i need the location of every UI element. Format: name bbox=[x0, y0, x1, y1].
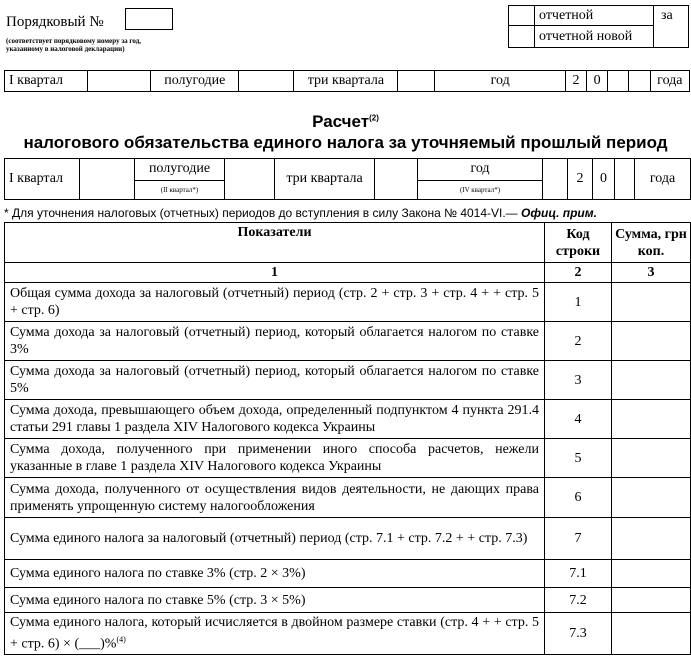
title-footnote-ref: (2) bbox=[369, 113, 379, 123]
row-label: Сумма единого налога за налоговый (отчетный) период (стр. 7.1 + стр. 7.2 + + стр. 7.3) bbox=[5, 518, 545, 560]
row-amount-input[interactable] bbox=[612, 560, 691, 588]
period-three-q-label: три квартала bbox=[294, 71, 398, 92]
serial-number-label: Порядковый № bbox=[6, 14, 104, 30]
table-row bbox=[5, 560, 691, 588]
year2-suffix bbox=[635, 159, 691, 200]
period2-half-label: полугодие bbox=[135, 159, 225, 181]
row-label: Сумма дохода, полученного при применении иного способа расчетов, нежели указанные в главе 1 раздела XIV Налогового кодекса Украины bbox=[5, 439, 545, 478]
row-code: 7.2 bbox=[545, 588, 612, 613]
table-row bbox=[5, 283, 691, 322]
year2-digit-1: 2 bbox=[568, 159, 593, 200]
report-type-checkbox-1[interactable] bbox=[508, 5, 535, 26]
table-row bbox=[5, 518, 691, 560]
row-amount-input[interactable] bbox=[612, 322, 691, 361]
row-code: 7.3 bbox=[545, 613, 612, 655]
footnote-emph: Офиц. прим. bbox=[521, 206, 597, 220]
period-half-checkbox[interactable] bbox=[239, 71, 294, 92]
period-row-1 bbox=[4, 70, 690, 92]
row-label: Сумма дохода за налоговый (отчетный) период, который облагается налогом по ставке 5% bbox=[5, 361, 545, 400]
report-type-label-2: отчетной новой bbox=[539, 29, 633, 44]
period-row-2 bbox=[4, 158, 691, 200]
row-label: Общая сумма дохода за налоговый (отчетный) период (стр. 2 + стр. 3 + стр. 4 + + стр. 5 + стр. 6) bbox=[5, 283, 545, 322]
period-q1-checkbox[interactable] bbox=[87, 71, 151, 92]
period-q1-label: I квартал bbox=[5, 71, 88, 92]
year2-suffix-text: года bbox=[649, 171, 676, 186]
row-code: 4 bbox=[545, 400, 612, 439]
report-type-cell-2 bbox=[534, 25, 654, 48]
year-digit-3[interactable] bbox=[608, 71, 629, 92]
row-amount-input[interactable] bbox=[612, 613, 691, 655]
table-row bbox=[5, 588, 691, 613]
year-digit-2: 0 bbox=[587, 71, 608, 92]
row-code: 7 bbox=[545, 518, 612, 560]
row-code: 7.1 bbox=[545, 560, 612, 588]
header-indicators: Показатели bbox=[5, 223, 545, 263]
row-label: Сумма дохода, полученного от осуществления видов деятельности, не дающих права применять упрощенную систему налогообложения bbox=[5, 478, 545, 518]
period2-half-checkbox[interactable] bbox=[225, 159, 275, 200]
row-label-text: Сумма единого налога, который исчисляется в двойном размере ставки (стр. 4 + + стр. 5 + стр. 6) × (___)% bbox=[10, 615, 539, 652]
year-suffix: года bbox=[650, 71, 689, 92]
row-amount-input[interactable] bbox=[612, 439, 691, 478]
col-number-2: 2 bbox=[545, 263, 612, 283]
period-half-label: полугодие bbox=[151, 71, 239, 92]
row-label: Сумма единого налога по ставке 3% (стр. 2 × 3%) bbox=[5, 560, 545, 588]
period2-q1-label: I квартал bbox=[5, 159, 80, 200]
period-year-label: год bbox=[435, 71, 565, 92]
row-amount-input[interactable] bbox=[612, 361, 691, 400]
row-amount-input[interactable] bbox=[612, 518, 691, 560]
col-number-1: 1 bbox=[5, 263, 545, 283]
header-amount: Сумма, грн коп. bbox=[612, 223, 691, 263]
period2-year-checkbox[interactable] bbox=[543, 159, 568, 200]
period2-three-q-label: три квартала bbox=[275, 159, 375, 200]
year2-digit-3[interactable] bbox=[615, 159, 635, 200]
report-type-label-1: отчетной bbox=[539, 8, 594, 23]
table-row bbox=[5, 400, 691, 439]
title-line-2: налогового обязательства единого налога за уточняемый прошлый период bbox=[23, 133, 668, 152]
row-code: 5 bbox=[545, 439, 612, 478]
for-cell bbox=[653, 5, 689, 48]
period-three-q-checkbox[interactable] bbox=[398, 71, 435, 92]
row-code: 6 bbox=[545, 478, 612, 518]
header-line-code: Код строки bbox=[545, 223, 612, 263]
row-label: Сумма единого налога по ставке 5% (стр. 3 × 5%) bbox=[5, 588, 545, 613]
footnote-text: * Для уточнения налоговых (отчетных) периодов до вступления в силу Закона № 4014-VI.— bbox=[4, 206, 522, 220]
table-row bbox=[5, 439, 691, 478]
table-row bbox=[5, 613, 691, 655]
row-code: 2 bbox=[545, 322, 612, 361]
row-label bbox=[5, 613, 545, 655]
table-row bbox=[5, 478, 691, 518]
period2-year-label: год bbox=[418, 159, 543, 181]
indicators-table bbox=[4, 222, 691, 655]
serial-number-field[interactable] bbox=[125, 8, 173, 30]
report-type-checkbox-2[interactable] bbox=[508, 25, 535, 48]
serial-note-line-2: указанному в налоговой декларации) bbox=[6, 45, 125, 53]
row-code: 3 bbox=[545, 361, 612, 400]
year-digit-4[interactable] bbox=[629, 71, 650, 92]
year-digit-1: 2 bbox=[565, 71, 586, 92]
row-label: Сумма дохода за налоговый (отчетный) период, который облагается налогом по ставке 3% bbox=[5, 322, 545, 361]
row-amount-input[interactable] bbox=[612, 400, 691, 439]
row-amount-input[interactable] bbox=[612, 283, 691, 322]
serial-note-line-1: (соответствует порядковому номеру за год, bbox=[6, 37, 141, 45]
period2-q1-checkbox[interactable] bbox=[80, 159, 135, 200]
period2-year-note: (IV квартал*) bbox=[418, 180, 543, 199]
row-amount-input[interactable] bbox=[612, 588, 691, 613]
row-footnote-ref: (4) bbox=[116, 635, 126, 644]
period2-three-q-checkbox[interactable] bbox=[375, 159, 418, 200]
for-label: за bbox=[661, 8, 673, 23]
row-label: Сумма дохода, превышающего объем дохода, определенный подпунктом 4 пункта 291.4 статьи 291 главы 1 раздела XIV Налогового кодекса Украины bbox=[5, 400, 545, 439]
row-amount-input[interactable] bbox=[612, 478, 691, 518]
report-type-cell-1 bbox=[534, 5, 654, 26]
row-code: 1 bbox=[545, 283, 612, 322]
year2-digit-2: 0 bbox=[593, 159, 615, 200]
table-row bbox=[5, 322, 691, 361]
title-line-1 bbox=[0, 112, 691, 132]
table-header-row bbox=[5, 223, 691, 263]
period2-half-note: (II квартал*) bbox=[135, 180, 225, 199]
table-row bbox=[5, 361, 691, 400]
title-text: Расчет bbox=[312, 112, 370, 131]
col-number-3: 3 bbox=[612, 263, 691, 283]
footnote bbox=[4, 206, 597, 220]
table-numbering-row bbox=[5, 263, 691, 283]
